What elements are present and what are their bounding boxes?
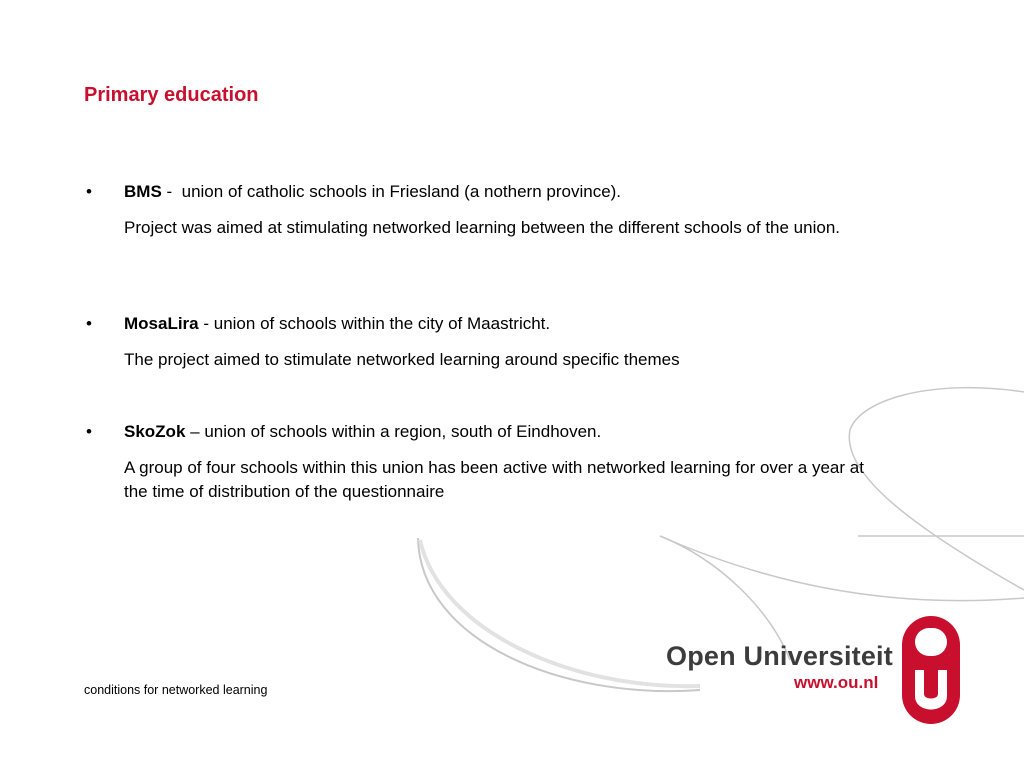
bullet-row — [86, 180, 886, 204]
decorative-curve-sweep — [660, 536, 1024, 601]
decorative-curve-large — [418, 538, 700, 691]
bullet-icon: • — [86, 422, 92, 441]
bullet-name: BMS — [124, 182, 162, 201]
bullet-separator: – — [185, 422, 205, 441]
decorative-curve-inner — [420, 540, 700, 686]
slide-title: Primary education — [84, 84, 259, 106]
bullet-detail: Project was aimed at stimulating networked learning between the different schools of the union. — [124, 218, 840, 237]
slide-footer: conditions for networked learning — [84, 683, 268, 697]
logo-name: Open Universiteit — [666, 641, 893, 671]
bullet-item-bms — [86, 180, 886, 240]
bullet-name: MosaLira — [124, 314, 199, 333]
bullet-summary: union of schools within a region, south of Eindhoven. — [204, 422, 602, 441]
bullet-separator: - — [161, 182, 182, 201]
bullet-item-skozok — [86, 420, 886, 504]
bullet-row — [86, 312, 886, 336]
bullet-separator: - — [198, 314, 214, 333]
bullet-detail: A group of four schools within this union has been active with networked learning for over a year at the time of distribution of the questionnaire — [124, 458, 864, 501]
bullet-icon: • — [86, 314, 92, 333]
bullet-row — [86, 420, 886, 444]
bullet-summary: union of catholic schools in Friesland (a nothern province). — [181, 182, 622, 201]
bullet-icon: • — [86, 182, 92, 201]
bullet-item-mosalira — [86, 312, 886, 372]
ou-logo-icon — [900, 614, 962, 726]
logo-url: www.ou.nl — [794, 673, 879, 692]
bullet-detail: The project aimed to stimulate networked learning around specific themes — [124, 350, 680, 369]
bullet-summary: union of schools within the city of Maastricht. — [213, 314, 551, 333]
bullet-name: SkoZok — [124, 422, 186, 441]
